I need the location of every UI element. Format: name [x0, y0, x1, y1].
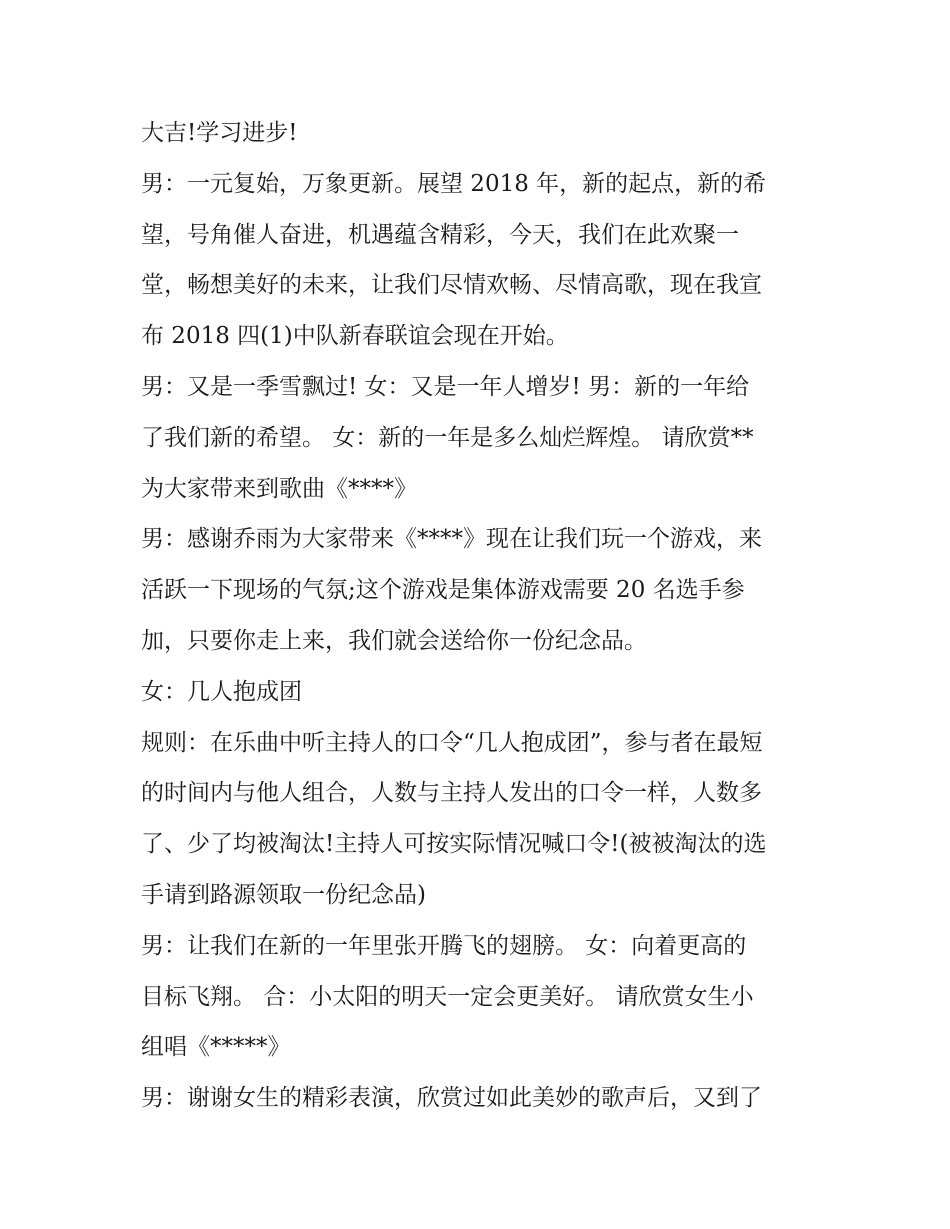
text-line: 加，只要你走上来，我们就会送给你一份纪念品。: [141, 627, 647, 654]
text-line: 了、少了均被淘汰!主持人可按实际情况喊口令!(被被淘汰的选: [141, 831, 767, 858]
text-line: 的时间内与他人组合，人数与主持人发出的口令一样，人数多: [141, 780, 762, 807]
text-line: 手请到路源领取一份纪念品): [141, 881, 426, 908]
text-line: 为大家带来到歌曲《****》: [141, 475, 417, 502]
text-line: 组唱《*****》: [141, 1034, 291, 1061]
text-line: 大吉!学习进步!: [141, 120, 298, 146]
text-line: 布 2018 四(1)中队新春联谊会现在开始。: [141, 323, 569, 350]
text-line: 了我们新的希望。 女：新的一年是多么灿烂辉煌。 请欣赏**: [141, 424, 754, 451]
text-line: 女：几人抱成团: [141, 678, 302, 705]
text-line: 男：又是一季雪飘过! 女：又是一年人增岁! 男：新的一年给: [141, 373, 750, 400]
text-line: 男：让我们在新的一年里张开腾飞的翅膀。 女：向着更高的: [141, 932, 747, 959]
document-text: [141, 108, 821, 1124]
text-line: 活跃一下现场的气氛;这个游戏是集体游戏需要 20 名选手参: [141, 577, 745, 604]
text-line: 望，号角催人奋进，机遇蕴含精彩，今天，我们在此欢聚一: [141, 221, 739, 248]
text-line: 男：感谢乔雨为大家带来《****》现在让我们玩一个游戏，来: [141, 526, 762, 553]
text-line: 规则：在乐曲中听主持人的口令“几人抱成团”，参与者在最短: [141, 729, 763, 756]
text-line: 男：一元复始，万象更新。展望 2018 年，新的起点，新的希: [141, 170, 767, 197]
text-line: 男：谢谢女生的精彩表演，欣赏过如此美妙的歌声后，又到了: [141, 1085, 762, 1112]
text-line: 堂，畅想美好的未来，让我们尽情欢畅、尽情高歌，现在我宣: [141, 272, 762, 299]
text-line: 目标飞翔。 合：小太阳的明天一定会更美好。 请欣赏女生小: [141, 983, 754, 1010]
